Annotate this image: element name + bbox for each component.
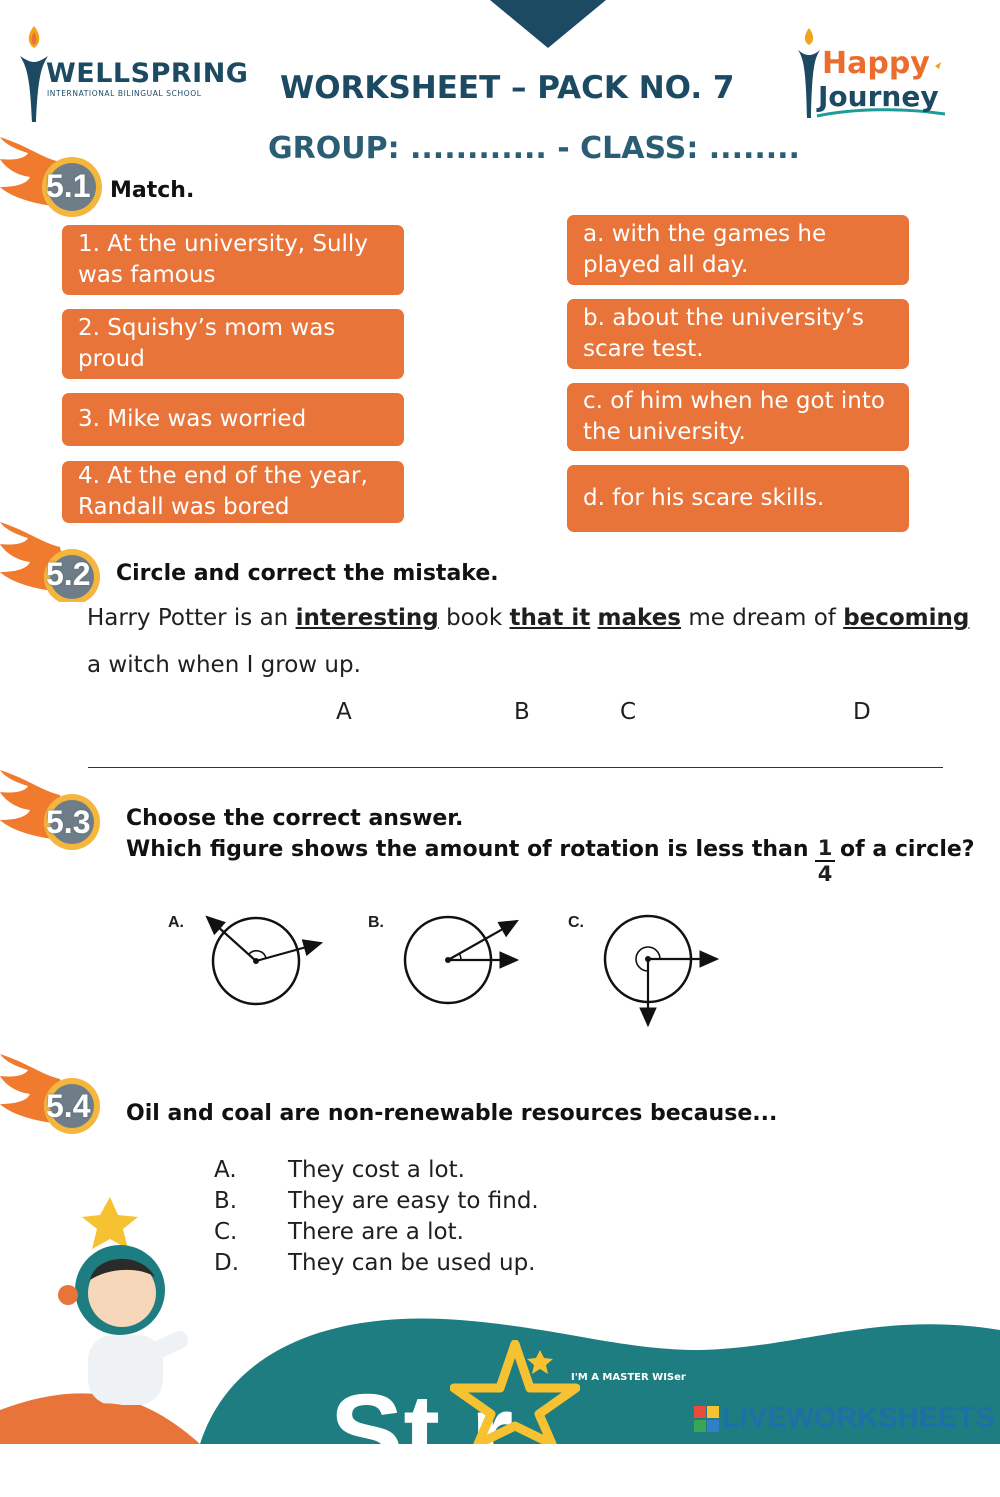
match-left-1[interactable]: 1. At the university, Sully was famous: [62, 225, 404, 295]
liveworksheets-logo-icon: [694, 1406, 720, 1434]
header-triangle: [490, 0, 606, 48]
match-left-4[interactable]: 4. At the end of the year, Randall was bored: [62, 461, 404, 523]
option-b-letter: B.: [214, 1188, 238, 1214]
figure-label-c: C.: [568, 914, 584, 931]
brand-journey: Journey: [818, 80, 939, 113]
section-instruction: Match.: [110, 178, 195, 203]
option-c[interactable]: There are a lot.: [288, 1219, 464, 1245]
option-d-letter: D.: [214, 1250, 240, 1276]
mistake-sentence-line1: Harry Potter is an interesting book that it makes me dream of becoming: [87, 605, 970, 631]
option-b[interactable]: They are easy to find.: [288, 1188, 539, 1214]
rotation-figure-b[interactable]: [395, 905, 535, 1015]
school-subtitle: INTERNATIONAL BILINGUAL SCHOOL: [47, 89, 202, 98]
label-a: A: [336, 699, 352, 725]
astronaut-kid-icon: [40, 1195, 210, 1444]
star-wordmark: St r: [330, 1372, 514, 1495]
option-a-letter: A.: [214, 1157, 237, 1183]
option-c-letter: C.: [214, 1219, 238, 1245]
rotation-question: Which figure shows the amount of rotation is less than: [126, 837, 809, 862]
option-d[interactable]: They can be used up.: [288, 1250, 536, 1276]
section-number: 5.4: [46, 1088, 91, 1124]
figure-label-b: B.: [368, 914, 384, 931]
section-instruction: Choose the correct answer.: [126, 806, 464, 831]
section-number: 5.1: [46, 168, 91, 204]
mistake-option-d[interactable]: becoming: [843, 605, 970, 631]
rotation-question-end: of a circle?: [840, 837, 975, 862]
label-d: D: [853, 699, 871, 725]
match-right-b[interactable]: b. about the university’s scare test.: [567, 299, 909, 369]
rotation-figure-a[interactable]: [195, 905, 335, 1015]
brand-happy: Happy: [822, 46, 930, 81]
page-title: WORKSHEET – PACK NO. 7: [280, 70, 735, 106]
section-instruction: Circle and correct the mistake.: [116, 561, 499, 586]
watermark-text: LIVEWORKSHEETS: [722, 1402, 995, 1434]
rotation-figure-c[interactable]: [595, 905, 735, 1035]
section-instruction: Oil and coal are non-renewable resources because...: [126, 1101, 778, 1126]
label-c: C: [620, 699, 637, 725]
group-class-line: GROUP: ............ - CLASS: ........: [268, 131, 800, 166]
gold-star-icon: [450, 1340, 580, 1444]
option-a[interactable]: They cost a lot.: [288, 1157, 465, 1183]
mistake-option-b[interactable]: that it: [509, 605, 591, 631]
match-right-d[interactable]: d. for his scare skills.: [567, 465, 909, 532]
figure-label-a: A.: [168, 914, 184, 931]
mistake-option-c[interactable]: makes: [597, 605, 682, 631]
school-name: WELLSPRING: [46, 58, 249, 89]
section-number: 5.2: [46, 556, 91, 592]
match-right-a[interactable]: a. with the games he played all day.: [567, 215, 909, 285]
match-left-3[interactable]: 3. Mike was worried: [62, 393, 404, 446]
label-b: B: [514, 699, 530, 725]
match-left-2[interactable]: 2. Squishy’s mom was proud: [62, 309, 404, 379]
answer-line[interactable]: [88, 767, 943, 768]
section-number: 5.3: [46, 804, 91, 840]
mistake-option-a[interactable]: interesting: [295, 605, 439, 631]
footer-tagline: I'M A MASTER WISer: [571, 1372, 686, 1383]
mistake-sentence-line2: a witch when I grow up.: [87, 652, 361, 678]
match-right-c[interactable]: c. of him when he got into the university.: [567, 383, 909, 451]
fraction-one-quarter: $\frac{1}{4}$: [815, 836, 835, 886]
